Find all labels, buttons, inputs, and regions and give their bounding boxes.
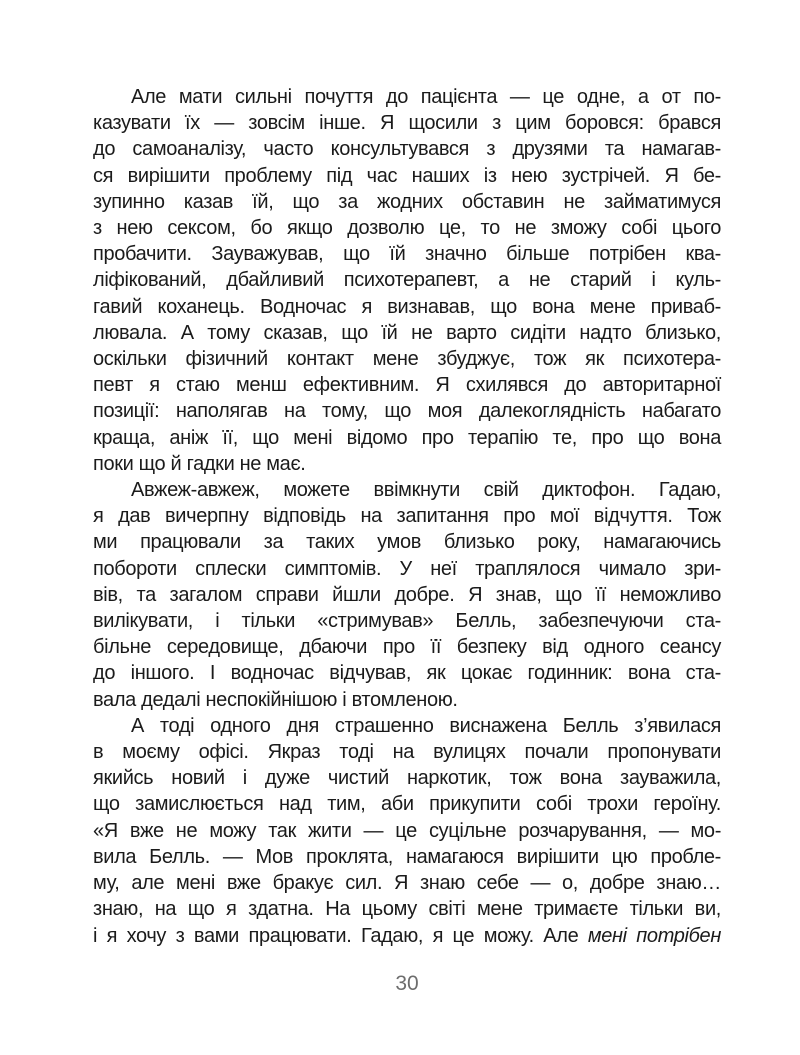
text-line: А тоді одного дня страшенно виснажена Белль з’явилася (131, 714, 721, 737)
text-line: з нею сексом, бо якщо дозволю це, то не зможу собі цього (93, 217, 721, 240)
text-line: му, але мені вже бракує сил. Я знаю себе — о, добре знаю… (93, 872, 721, 895)
italic-text: мені потрібен (587, 924, 721, 947)
text-line (93, 923, 721, 949)
page-text-block (93, 84, 721, 949)
text-line: вала дедалі неспокійнішою і втомленою. (93, 688, 458, 711)
text-line: Але мати сильні почуття до пацієнта — це одне, а от по- (131, 86, 721, 108)
text-line: поки що й гадки не має. (93, 452, 306, 475)
text-line: ми працювали за таких умов близько року, намагаючись (93, 531, 721, 554)
text-segment-plain: і я хочу з вами працювати. Гадаю, я це можу. Але (93, 924, 588, 947)
text-line: до іншого. І водночас відчував, як цокає годинник: вона ста- (93, 662, 721, 685)
text-line: вів, та загалом справи йшли добре. Я знав, що її неможливо (93, 583, 721, 606)
page-number: 30 (395, 972, 419, 995)
paragraph-3 (93, 713, 721, 949)
text-line: певт я стаю менш ефективним. Я схилявся до авторитарної (93, 374, 721, 397)
text-line: побороти сплески симптомів. У неї траплялося чимало зри- (93, 557, 721, 580)
text-line: позиції: наполягав на тому, що моя далекоглядність набагато (93, 400, 721, 423)
text-line: до самоаналізу, часто консультувався з друзями та намагав- (93, 138, 721, 161)
text-line: що замислюється над тим, аби прикупити собі трохи героїну. (93, 793, 721, 816)
page-footer (93, 972, 721, 996)
text-line: лювала. А тому сказав, що їй не варто сидіти надто близько, (93, 321, 721, 344)
text-line: зупинно казав їй, що за жодних обставин не займатимуся (93, 190, 721, 213)
text-line: якийсь новий і дуже чистий наркотик, тож вона зауважила, (93, 767, 721, 790)
text-line: «Я вже не можу так жити — це суцільне розчарування, — мо- (93, 819, 721, 842)
text-line: краща, аніж її, що мені відомо про терапію те, про що вона (93, 426, 721, 449)
text-line: гавий коханець. Водночас я визнавав, що вона мене приваб- (93, 295, 721, 318)
text-line: в моєму офісі. Якраз тоді на вулицях почали пропонувати (93, 741, 721, 764)
text-line: ліфікований, дбайливий психотерапевт, а не старий і куль- (93, 269, 721, 292)
text-line: ся вирішити проблему під час наших із нею зустрічей. Я бе- (93, 164, 721, 187)
text-line: більне середовище, дбаючи про її безпеку від одного сеансу (93, 636, 721, 659)
text-line: оскільки фізичний контакт мене збуджує, тож як психотера- (93, 348, 721, 371)
text-line: пробачити. Зауважував, що їй значно більше потрібен ква- (93, 243, 721, 266)
paragraph-2 (93, 477, 721, 713)
paragraph-1 (93, 84, 721, 477)
text-line: знаю, на що я здатна. На цьому світі мене тримаєте тільки ви, (93, 898, 721, 921)
text-line: вилікувати, і тільки «стримував» Белль, забезпечуючи ста- (93, 610, 721, 633)
text-line: казувати їх — зовсім інше. Я щосили з цим боровся: брався (93, 112, 721, 135)
text-line: Авжеж-авжеж, можете ввімкнути свій диктофон. Гадаю, (131, 479, 721, 502)
text-line: я дав вичерпну відповідь на запитання про мої відчуття. Тож (93, 505, 721, 528)
text-line: вила Белль. — Мов проклята, намагаюся вирішити цю пробле- (93, 845, 721, 868)
